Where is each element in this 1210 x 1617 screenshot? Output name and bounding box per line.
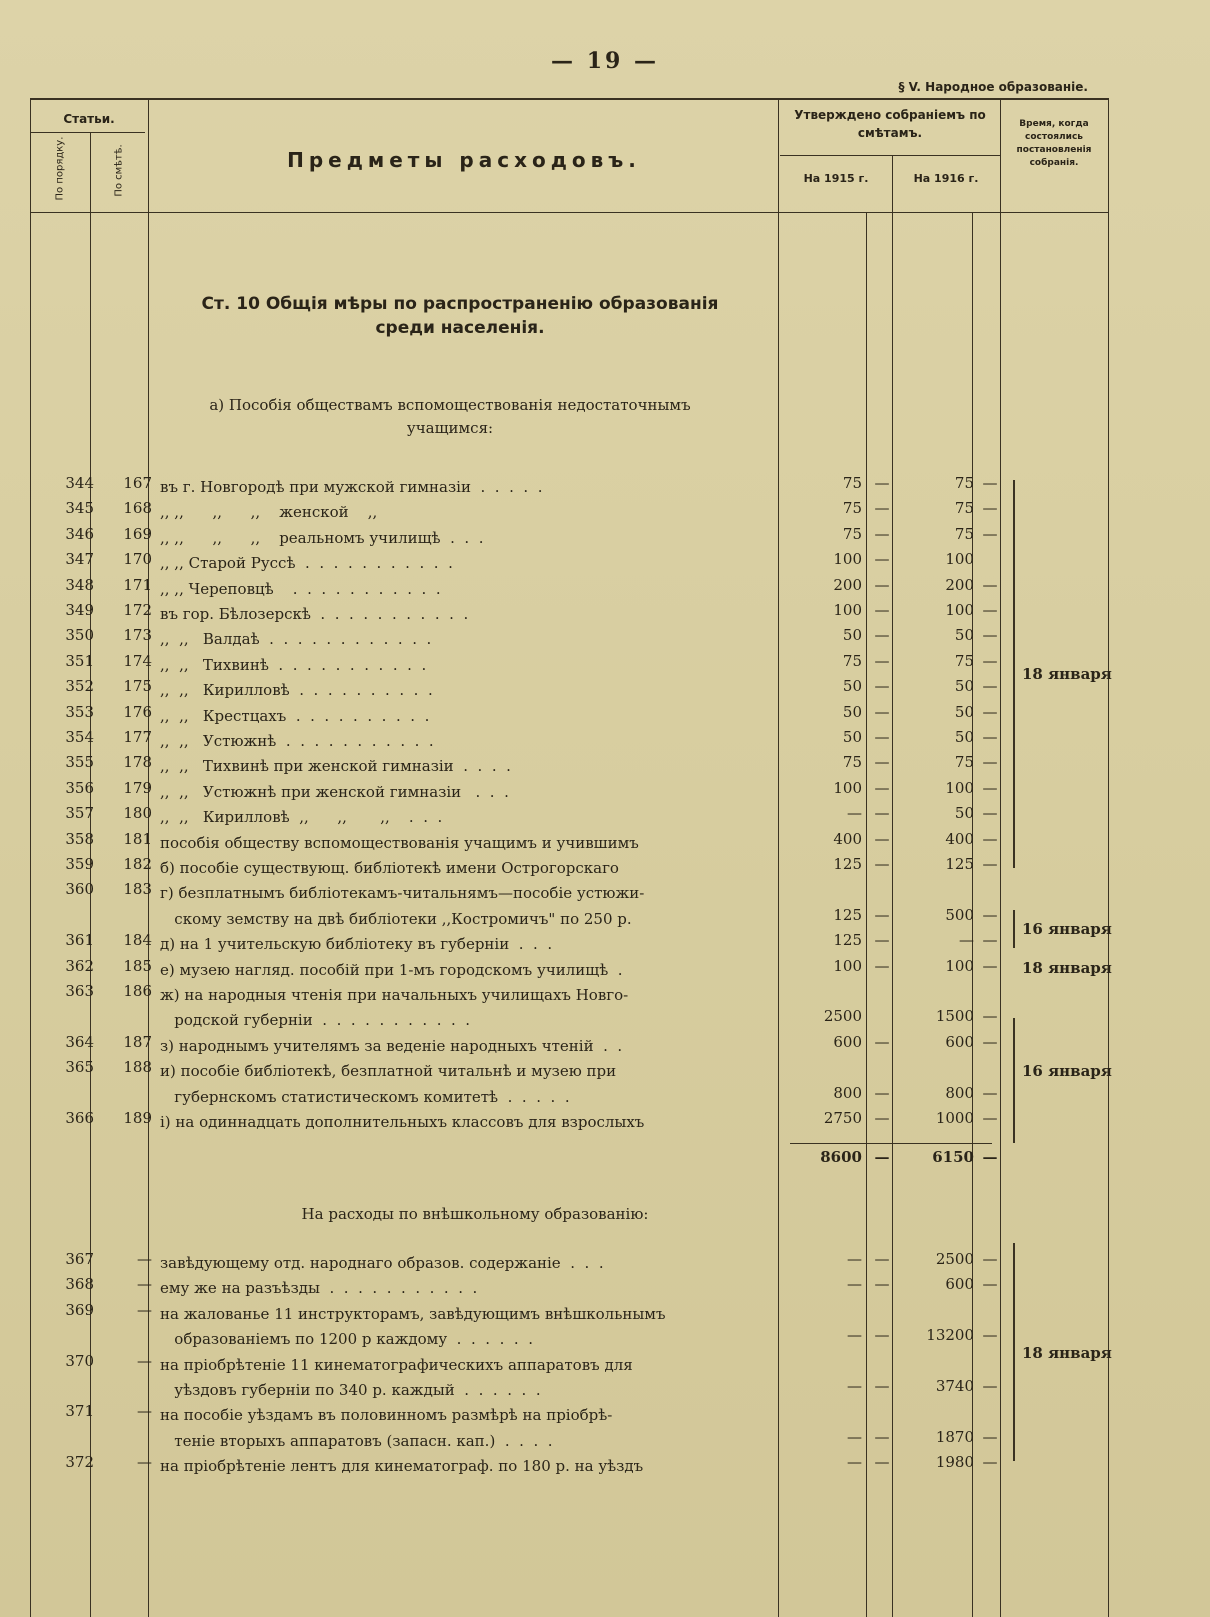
row-number: 352 bbox=[65, 677, 94, 696]
total-1915-kop: — bbox=[874, 1148, 890, 1166]
amount-1916: 100 bbox=[945, 601, 974, 619]
row-number: 369 bbox=[65, 1300, 94, 1319]
estimate-number: 170 bbox=[123, 550, 152, 569]
kopeks-1916: — bbox=[982, 753, 998, 772]
kopeks-1915: — bbox=[874, 1326, 890, 1345]
amount-1916: 600 bbox=[945, 1032, 974, 1051]
header-stati-rule bbox=[30, 132, 145, 133]
kopeks-1915: — bbox=[874, 778, 890, 797]
estimate-number: 169 bbox=[123, 524, 152, 543]
kopeks-1915: — bbox=[874, 804, 890, 823]
amount-1915: 50 bbox=[842, 626, 862, 645]
estimate-number: 175 bbox=[123, 677, 152, 696]
table-row bbox=[0, 1402, 1210, 1428]
kopeks-1916: — bbox=[982, 626, 998, 645]
estimate-number: 181 bbox=[123, 829, 152, 848]
amount-1916: 1870 bbox=[935, 1427, 974, 1446]
kopeks-1915: — bbox=[874, 855, 890, 873]
amount-1915: — bbox=[847, 1250, 862, 1268]
amount-1915: — bbox=[847, 1275, 862, 1294]
row-number: 355 bbox=[65, 753, 94, 772]
row-number: 361 bbox=[65, 931, 94, 950]
row-number: 364 bbox=[65, 1032, 94, 1051]
amount-1915: 2750 bbox=[823, 1109, 862, 1127]
kopeks-1916: — bbox=[982, 1083, 998, 1102]
amount-1916: 50 bbox=[954, 804, 974, 823]
expense-item: ,, ,, Кирилловѣ . . . . . . . . . . bbox=[160, 681, 433, 700]
kopeks-1916: — bbox=[982, 1007, 998, 1026]
kopeks-1916: — bbox=[982, 1032, 998, 1051]
row-number: 356 bbox=[65, 778, 94, 797]
expense-item: на жалованье 11 инструкторамъ, завѣдующимъ внѣшкольнымъ bbox=[160, 1304, 666, 1323]
amount-1915: 75 bbox=[842, 524, 862, 543]
amount-1916: 100 bbox=[945, 778, 974, 797]
expense-item: ,, ,, Кирилловѣ ,, ,, ,, . . . bbox=[160, 808, 443, 827]
amount-1916: — bbox=[959, 931, 974, 950]
table-row bbox=[0, 550, 1210, 576]
kopeks-1915: — bbox=[874, 702, 890, 721]
row-number: 358 bbox=[65, 829, 94, 848]
estimate-number: 184 bbox=[123, 931, 152, 950]
total-1916: 6150 bbox=[932, 1148, 974, 1166]
expense-item: і) на одиннадцать дополнительныхъ классовъ для взрослыхъ bbox=[160, 1113, 645, 1131]
date-brace-1 bbox=[1013, 480, 1021, 868]
date-1: 18 января bbox=[1022, 665, 1112, 683]
expense-item: родской губерніи . . . . . . . . . . . bbox=[160, 1011, 471, 1030]
amount-1916: 800 bbox=[945, 1083, 974, 1102]
header-bottom-rule bbox=[30, 212, 1108, 213]
expense-item: и) пособіе библіотекѣ, безплатной читальнѣ и музею при bbox=[160, 1062, 617, 1081]
amount-1915: 50 bbox=[842, 728, 862, 746]
expense-item: на пособіе уѣздамъ въ половинномъ размѣрѣ на пріобрѣ- bbox=[160, 1406, 613, 1425]
estimate-number: 173 bbox=[123, 626, 152, 645]
kopeks-1916: — bbox=[982, 1250, 998, 1268]
estimate-number: 187 bbox=[123, 1032, 152, 1051]
amount-1915: 125 bbox=[833, 905, 862, 924]
estimate-number: 180 bbox=[123, 804, 152, 823]
estimate-number: 176 bbox=[123, 702, 152, 721]
amount-1916: 50 bbox=[954, 702, 974, 721]
header-na-1915: На 1915 г. bbox=[803, 172, 869, 185]
kopeks-1915: — bbox=[874, 474, 890, 492]
row-number: 351 bbox=[65, 651, 94, 670]
kopeks-1916: — bbox=[982, 778, 998, 797]
amount-1916: 75 bbox=[954, 753, 974, 772]
table-row bbox=[0, 1109, 1210, 1135]
table-row bbox=[0, 982, 1210, 1008]
table-row bbox=[0, 474, 1210, 500]
kopeks-1915: — bbox=[874, 829, 890, 848]
kopeks-1916: — bbox=[982, 601, 998, 619]
table-row bbox=[0, 1275, 1210, 1301]
kopeks-1916: — bbox=[982, 524, 998, 543]
table-row bbox=[0, 1377, 1210, 1403]
row-number: 368 bbox=[65, 1275, 94, 1294]
amount-1915: 100 bbox=[833, 601, 862, 619]
expense-item: скому земству на двѣ библіотеки ,,Костромичъ" по 250 р. bbox=[160, 909, 632, 928]
date-brace-3 bbox=[1013, 1018, 1021, 1143]
amount-1915: 600 bbox=[833, 1032, 862, 1051]
amount-1915: 800 bbox=[833, 1083, 862, 1102]
amount-1915: 100 bbox=[833, 778, 862, 797]
kopeks-1916: — bbox=[982, 829, 998, 848]
kopeks-1915: — bbox=[874, 499, 890, 518]
expense-item: въ гор. Бѣлозерскѣ . . . . . . . . . . . bbox=[160, 605, 469, 623]
kopeks-1916: — bbox=[982, 804, 998, 823]
expense-item: на пріобрѣтеніе лентъ для кинематограф. по 180 р. на уѣздъ bbox=[160, 1457, 644, 1476]
row-number: 346 bbox=[65, 524, 94, 543]
table-row bbox=[0, 576, 1210, 602]
amount-1916: 2500 bbox=[935, 1250, 974, 1268]
amount-1916: 400 bbox=[945, 829, 974, 848]
kopeks-1915: — bbox=[874, 550, 890, 569]
row-number: 347 bbox=[65, 550, 94, 569]
expense-item: ,, ,, ,, ,, женской ,, bbox=[160, 503, 378, 522]
amount-1916: 75 bbox=[954, 499, 974, 518]
row-number: 353 bbox=[65, 702, 94, 721]
kopeks-1915: — bbox=[874, 728, 890, 746]
header-stati: Статьи. bbox=[63, 112, 115, 126]
row-number: 362 bbox=[65, 956, 94, 975]
estimate-number: 174 bbox=[123, 651, 152, 670]
kopeks-1915: — bbox=[874, 1250, 890, 1268]
estimate-number: 185 bbox=[123, 956, 152, 975]
estimate-number: 186 bbox=[123, 982, 152, 1000]
estimate-number: 182 bbox=[123, 855, 152, 873]
table-row bbox=[0, 753, 1210, 779]
row-number: 372 bbox=[65, 1453, 94, 1472]
kopeks-1915: — bbox=[874, 524, 890, 543]
table-row bbox=[0, 1250, 1210, 1276]
estimate-number: 172 bbox=[123, 601, 152, 619]
kopeks-1915: — bbox=[874, 601, 890, 619]
expense-item: з) народнымъ учителямъ за веденіе народныхъ чтеній . . bbox=[160, 1036, 623, 1055]
header-predmety: Предметы расходовъ. bbox=[287, 148, 641, 172]
row-number: 345 bbox=[65, 499, 94, 518]
estimate-number: — bbox=[137, 1275, 152, 1294]
estimate-number: 167 bbox=[123, 474, 152, 492]
table-row bbox=[0, 1033, 1210, 1059]
row-number: 367 bbox=[65, 1250, 94, 1268]
kopeks-1915: — bbox=[874, 626, 890, 645]
amount-1916: 50 bbox=[954, 728, 974, 746]
estimate-number: — bbox=[137, 1453, 152, 1472]
expense-item: образованіемъ по 1200 р каждому . . . . . . bbox=[160, 1330, 533, 1349]
amount-1915: 100 bbox=[833, 956, 862, 975]
amount-1916: 1500 bbox=[935, 1007, 974, 1026]
expense-item: ,, ,, Крестцахъ . . . . . . . . . . bbox=[160, 706, 430, 725]
article-title: Ст. 10 Общія мѣры по распространенію образованія среди населенія. bbox=[201, 294, 719, 338]
kopeks-1916: — bbox=[982, 1427, 998, 1446]
total-1915: 8600 bbox=[820, 1148, 862, 1166]
amount-1915: 125 bbox=[833, 855, 862, 873]
kopeks-1915: — bbox=[874, 1377, 890, 1395]
expense-item: теніе вторыхъ аппаратовъ (запасн. кап.) . . . . bbox=[160, 1431, 553, 1450]
amount-1916: 50 bbox=[954, 626, 974, 645]
estimate-number: — bbox=[137, 1300, 152, 1319]
estimate-number: — bbox=[137, 1250, 152, 1268]
kopeks-1915: — bbox=[874, 1275, 890, 1294]
kopeks-1915: — bbox=[874, 651, 890, 670]
amount-1916: 75 bbox=[954, 524, 974, 543]
expense-item: г) безплатнымъ библіотекамъ-читальнямъ—пособіе устюжи- bbox=[160, 884, 645, 903]
kopeks-1916: — bbox=[982, 651, 998, 670]
row-number: 363 bbox=[65, 982, 94, 1000]
expense-item: ,, ,, Устюжнѣ при женской гимназіи . . . bbox=[160, 782, 509, 801]
expense-item: на пріобрѣтеніе 11 кинематографическихъ аппаратовъ для bbox=[160, 1355, 633, 1374]
table-row bbox=[0, 779, 1210, 805]
row-number: 365 bbox=[65, 1058, 94, 1077]
amount-1915: 75 bbox=[842, 474, 862, 492]
date-brace-2 bbox=[1013, 910, 1021, 948]
expense-item: въ г. Новгородѣ при мужской гимназіи . . . . . bbox=[160, 478, 543, 496]
total-1916-kop: — bbox=[982, 1148, 998, 1166]
table-row bbox=[0, 626, 1210, 652]
kopeks-1916: — bbox=[982, 905, 998, 924]
table-row bbox=[0, 1428, 1210, 1454]
header-po-smete: По смѣтѣ. bbox=[113, 144, 125, 197]
row-number: 348 bbox=[65, 575, 94, 594]
kopeks-1916: — bbox=[982, 931, 998, 950]
kopeks-1916: — bbox=[982, 499, 998, 518]
kopeks-1915: — bbox=[874, 1032, 890, 1051]
amount-1915: — bbox=[847, 804, 862, 823]
date-2: 16 января bbox=[1022, 920, 1112, 938]
estimate-number: — bbox=[137, 1402, 152, 1421]
kopeks-1916: — bbox=[982, 1275, 998, 1294]
kopeks-1916: — bbox=[982, 677, 998, 696]
estimate-number: 168 bbox=[123, 499, 152, 518]
amount-1916: 75 bbox=[954, 474, 974, 492]
expense-item: ,, ,, Старой Руссѣ . . . . . . . . . . . bbox=[160, 554, 453, 573]
row-number: 366 bbox=[65, 1109, 94, 1127]
estimate-number: 171 bbox=[123, 575, 152, 594]
amount-1916: 1980 bbox=[935, 1453, 974, 1472]
table-row bbox=[0, 1301, 1210, 1327]
amount-1916: 50 bbox=[954, 677, 974, 696]
table-row bbox=[0, 1453, 1210, 1479]
estimate-number: 179 bbox=[123, 778, 152, 797]
kopeks-1915: — bbox=[874, 575, 890, 594]
table-row bbox=[0, 703, 1210, 729]
kopeks-1915: — bbox=[874, 753, 890, 772]
estimate-number: 178 bbox=[123, 753, 152, 772]
amount-1916: 100 bbox=[945, 550, 974, 569]
kopeks-1915: — bbox=[874, 956, 890, 975]
amount-1915: — bbox=[847, 1453, 862, 1472]
kopeks-1915: — bbox=[874, 1453, 890, 1472]
table-row bbox=[0, 855, 1210, 881]
kopeks-1916: — bbox=[982, 575, 998, 594]
header-smeta-rule bbox=[780, 155, 1000, 156]
kopeks-1916: — bbox=[982, 855, 998, 873]
amount-1916: 3740 bbox=[935, 1377, 974, 1395]
expense-item: ,, ,, Тихвинѣ при женской гимназіи . . . . bbox=[160, 757, 511, 776]
amount-1916: 125 bbox=[945, 855, 974, 873]
kopeks-1916: — bbox=[982, 728, 998, 746]
amount-1915: — bbox=[847, 1326, 862, 1345]
kopeks-1915: — bbox=[874, 1083, 890, 1102]
estimate-number: 183 bbox=[123, 880, 152, 899]
kopeks-1915: — bbox=[874, 931, 890, 950]
kopeks-1915: — bbox=[874, 1109, 890, 1127]
amount-1915: 2500 bbox=[823, 1007, 862, 1026]
expense-item: завѣдующему отд. народнаго образов. содержаніе . . . bbox=[160, 1254, 604, 1272]
amount-1915: 75 bbox=[842, 499, 862, 518]
estimate-number: — bbox=[137, 1351, 152, 1370]
kopeks-1916: — bbox=[982, 1326, 998, 1345]
row-number: 344 bbox=[65, 474, 94, 492]
header-po-poryadku: По порядку. bbox=[54, 136, 66, 201]
amount-1915: 50 bbox=[842, 677, 862, 696]
amount-1916: 200 bbox=[945, 575, 974, 594]
estimate-number: 177 bbox=[123, 728, 152, 746]
amount-1915: 75 bbox=[842, 753, 862, 772]
table-row bbox=[0, 499, 1210, 525]
amount-1915: 125 bbox=[833, 931, 862, 950]
amount-1916: 75 bbox=[954, 651, 974, 670]
estimate-number: 188 bbox=[123, 1058, 152, 1077]
kopeks-1916: — bbox=[982, 1453, 998, 1472]
section-heading: § V. Народное образованіе. bbox=[898, 80, 1088, 94]
vneshkol-title: На расходы по внѣшкольному образованію: bbox=[301, 1205, 649, 1223]
kopeks-1915: — bbox=[874, 1427, 890, 1446]
kopeks-1915: — bbox=[874, 677, 890, 696]
expense-item: д) на 1 учительскую библіотеку въ губерніи . . . bbox=[160, 935, 553, 954]
header-na-1916: На 1916 г. bbox=[913, 172, 979, 185]
amount-1916: 500 bbox=[945, 905, 974, 924]
expense-item: пособія обществу вспомоществованія учащимъ и учившимъ bbox=[160, 833, 639, 852]
amount-1915: 75 bbox=[842, 651, 862, 670]
amount-1916: 13200 bbox=[926, 1326, 974, 1345]
expense-item: б) пособіе существующ. библіотекѣ имени Острогорскаго bbox=[160, 859, 619, 877]
table-row bbox=[0, 728, 1210, 754]
date-3: 18 января bbox=[1022, 959, 1112, 977]
table-row bbox=[0, 1007, 1210, 1033]
kopeks-1916: — bbox=[982, 1109, 998, 1127]
expense-item: ж) на народныя чтенія при начальныхъ училищахъ Новго- bbox=[160, 986, 629, 1004]
table-top-rule bbox=[30, 98, 1108, 100]
expense-item: уѣздовъ губерніи по 340 р. каждый . . . . . . bbox=[160, 1381, 541, 1399]
kopeks-1916: — bbox=[982, 1377, 998, 1395]
date-brace-4 bbox=[1013, 1243, 1021, 1461]
expense-item: е) музею нагляд. пособій при 1-мъ городскомъ училищѣ . bbox=[160, 960, 623, 979]
amount-1915: 100 bbox=[833, 550, 862, 569]
table-row bbox=[0, 804, 1210, 830]
row-number: 370 bbox=[65, 1351, 94, 1370]
date-4: 16 января bbox=[1022, 1062, 1112, 1080]
table-row bbox=[0, 601, 1210, 627]
kopeks-1916: — bbox=[982, 956, 998, 975]
subsection-a-title: а) Пособія обществамъ вспомоществованія недостаточнымъ учащимся: bbox=[209, 396, 691, 437]
row-number: 349 bbox=[65, 601, 94, 619]
header-utverzhdeno: Утверждено собраніемъ по смѣтамъ. bbox=[794, 108, 986, 140]
estimate-number: 189 bbox=[123, 1109, 152, 1127]
row-number: 371 bbox=[65, 1402, 94, 1421]
table-row bbox=[0, 880, 1210, 906]
expense-item: ему же на разъѣзды . . . . . . . . . . . bbox=[160, 1279, 478, 1298]
amount-1915: 400 bbox=[833, 829, 862, 848]
amount-1916: 600 bbox=[945, 1275, 974, 1294]
table-row bbox=[0, 830, 1210, 856]
table-row bbox=[0, 1084, 1210, 1110]
kopeks-1915: — bbox=[874, 905, 890, 924]
amount-1916: 1000 bbox=[935, 1109, 974, 1127]
row-number: 360 bbox=[65, 880, 94, 899]
header-vremya: Время, когда состоялись постановленія собранія. bbox=[1016, 119, 1092, 168]
expense-item: ,, ,, Валдаѣ . . . . . . . . . . . . bbox=[160, 630, 432, 649]
kopeks-1916: — bbox=[982, 702, 998, 721]
row-number: 357 bbox=[65, 804, 94, 823]
kopeks-1916: — bbox=[982, 474, 998, 492]
row-number: 359 bbox=[65, 855, 94, 873]
expense-item: ,, ,, Устюжнѣ . . . . . . . . . . . bbox=[160, 732, 434, 750]
total-rule bbox=[790, 1143, 992, 1144]
amount-1916: 100 bbox=[945, 956, 974, 975]
expense-item: ,, ,, ,, ,, реальномъ училищѣ . . . bbox=[160, 528, 484, 547]
expense-item: губернскомъ статистическомъ комитетѣ . . . . . bbox=[160, 1087, 570, 1106]
row-number: 350 bbox=[65, 626, 94, 645]
page-number: — 19 — bbox=[551, 48, 659, 74]
amount-1915: 200 bbox=[833, 575, 862, 594]
expense-item: ,, ,, Тихвинѣ . . . . . . . . . . . bbox=[160, 655, 427, 674]
amount-1915: — bbox=[847, 1427, 862, 1446]
expense-item: ,, ,, Череповцѣ . . . . . . . . . . . bbox=[160, 579, 441, 598]
table-row bbox=[0, 525, 1210, 551]
row-number: 354 bbox=[65, 728, 94, 746]
amount-1915: 50 bbox=[842, 702, 862, 721]
amount-1915: — bbox=[847, 1377, 862, 1395]
date-5: 18 января bbox=[1022, 1344, 1112, 1362]
